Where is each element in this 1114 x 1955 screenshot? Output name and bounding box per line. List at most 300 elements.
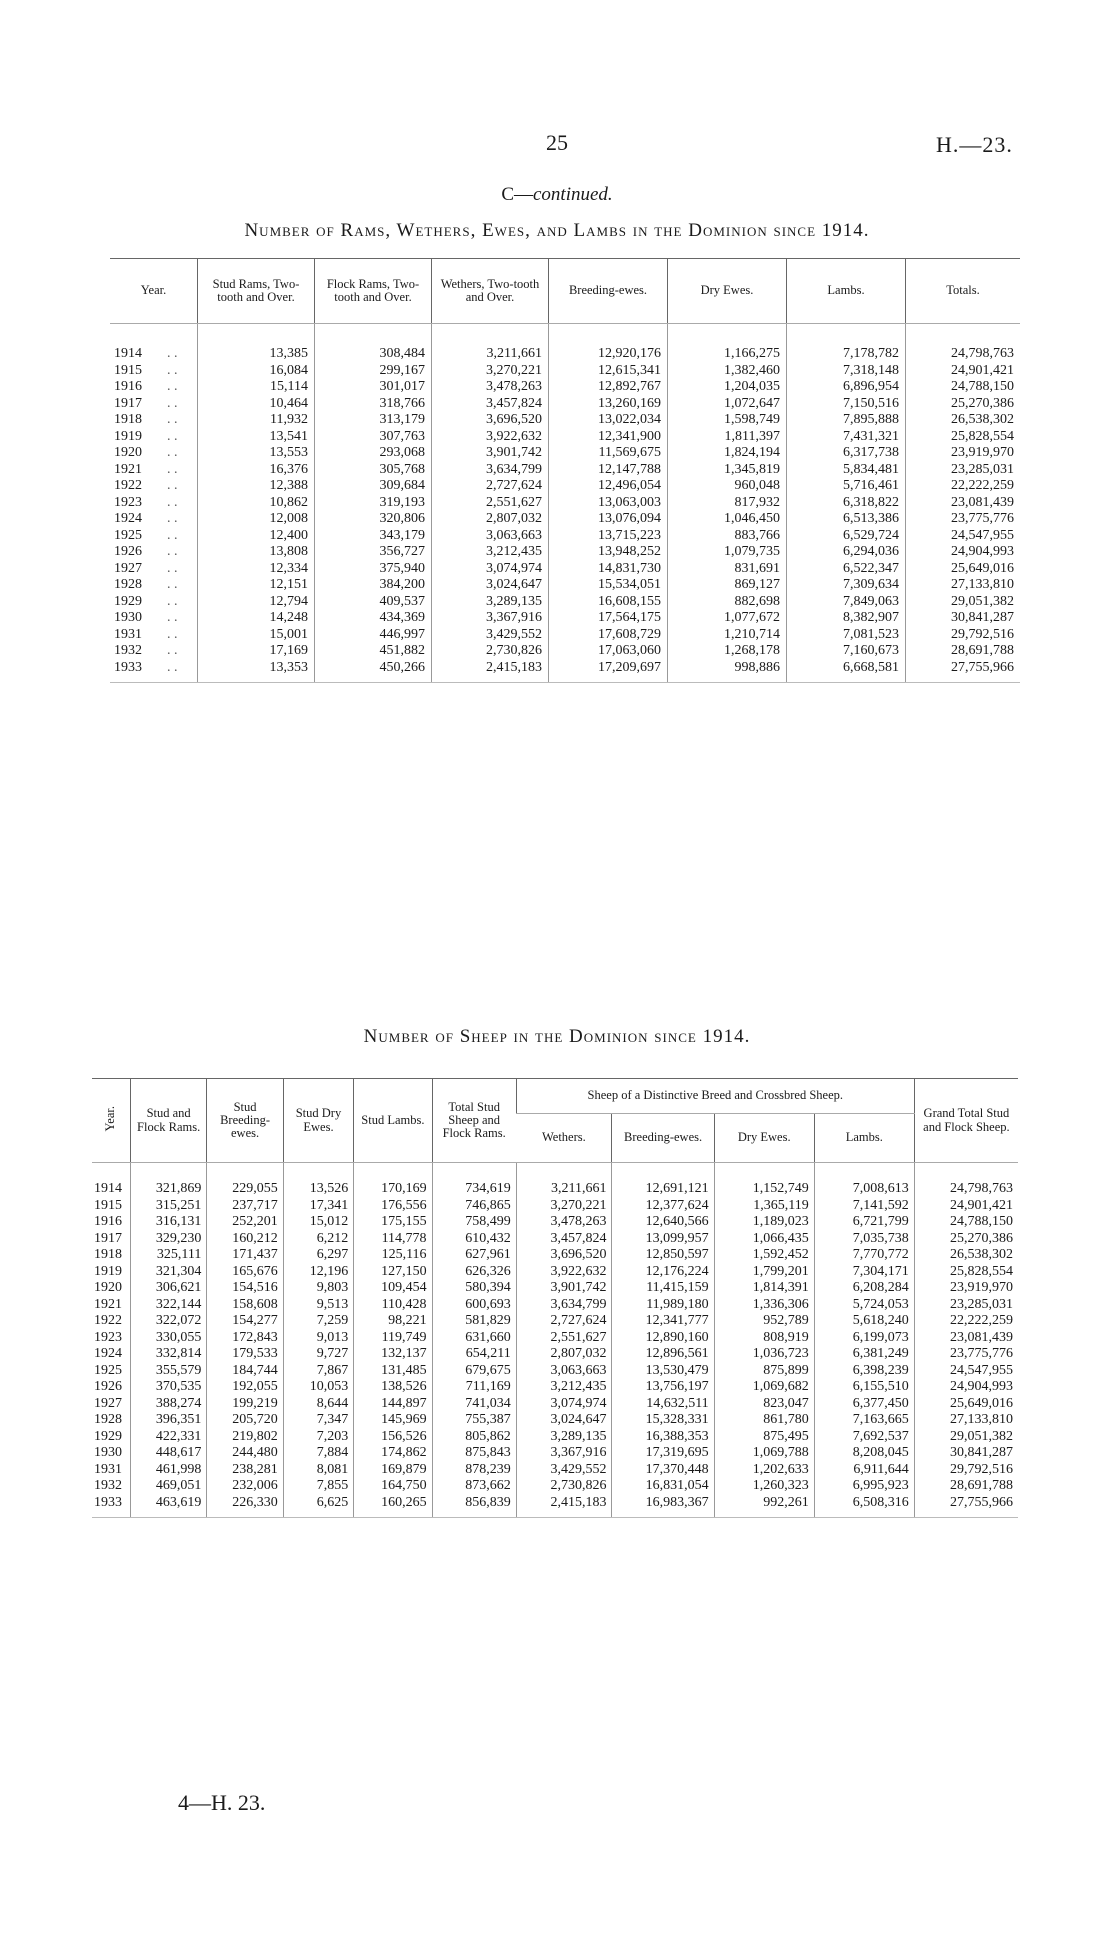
value-cell: 24,788,150 bbox=[914, 1214, 1018, 1231]
value-cell: 1,382,460 bbox=[668, 363, 787, 380]
value-cell: 5,716,461 bbox=[787, 478, 906, 495]
table-row bbox=[92, 1462, 1018, 1479]
value-cell: 12,147,788 bbox=[549, 462, 668, 479]
value-cell: 6,668,581 bbox=[787, 660, 906, 683]
table-row bbox=[92, 1379, 1018, 1396]
table-row bbox=[110, 561, 1020, 578]
value-cell: 12,615,341 bbox=[549, 363, 668, 380]
table-row bbox=[110, 511, 1020, 528]
value-cell: 1,204,035 bbox=[668, 379, 787, 396]
leader-dots: . . bbox=[167, 412, 178, 427]
value-cell: 11,415,159 bbox=[612, 1280, 714, 1297]
value-cell: 3,074,974 bbox=[516, 1396, 612, 1413]
value-cell: 869,127 bbox=[668, 577, 787, 594]
value-cell: 10,464 bbox=[198, 396, 315, 413]
value-cell: 15,012 bbox=[283, 1214, 353, 1231]
value-cell: 22,222,259 bbox=[914, 1313, 1018, 1330]
value-cell: 15,114 bbox=[198, 379, 315, 396]
value-cell: 252,201 bbox=[207, 1214, 283, 1231]
value-cell: 23,081,439 bbox=[906, 495, 1021, 512]
value-cell: 316,131 bbox=[130, 1214, 206, 1231]
value-cell: 25,270,386 bbox=[906, 396, 1021, 413]
value-cell: 1,814,391 bbox=[714, 1280, 814, 1297]
page-number: 25 bbox=[546, 130, 568, 155]
table2-col-total-stud: Total Stud Sheep and Flock Rams. bbox=[432, 1079, 516, 1163]
value-cell: 138,526 bbox=[354, 1379, 432, 1396]
value-cell: 6,508,316 bbox=[814, 1495, 914, 1518]
table-row bbox=[92, 1396, 1018, 1413]
value-cell: 1,365,119 bbox=[714, 1198, 814, 1215]
value-cell: 1,189,023 bbox=[714, 1214, 814, 1231]
table-row bbox=[92, 1264, 1018, 1281]
value-cell: 27,755,966 bbox=[914, 1495, 1018, 1518]
value-cell: 244,480 bbox=[207, 1445, 283, 1462]
value-cell: 11,569,675 bbox=[549, 445, 668, 462]
table-row bbox=[110, 495, 1020, 512]
value-cell: 7,884 bbox=[283, 1445, 353, 1462]
value-cell: 1,202,633 bbox=[714, 1462, 814, 1479]
value-cell: 23,081,439 bbox=[914, 1330, 1018, 1347]
value-cell: 734,619 bbox=[432, 1181, 516, 1198]
value-cell: 805,862 bbox=[432, 1429, 516, 1446]
value-cell: 119,749 bbox=[354, 1330, 432, 1347]
value-cell: 3,429,552 bbox=[516, 1462, 612, 1479]
value-cell: 808,919 bbox=[714, 1330, 814, 1347]
leader-dots: . . bbox=[167, 395, 178, 411]
value-cell: 23,919,970 bbox=[906, 445, 1021, 462]
value-cell: 7,347 bbox=[283, 1412, 353, 1429]
value-cell: 17,341 bbox=[283, 1198, 353, 1215]
value-cell: 3,063,663 bbox=[432, 528, 549, 545]
table1-col-stud-rams: Stud Rams, Two-tooth and Over. bbox=[198, 259, 315, 324]
value-cell: 29,792,516 bbox=[914, 1462, 1018, 1479]
value-cell: 3,074,974 bbox=[432, 561, 549, 578]
value-cell: 7,318,148 bbox=[787, 363, 906, 380]
year-cell: 1923 bbox=[94, 1329, 122, 1345]
value-cell: 13,530,479 bbox=[612, 1363, 714, 1380]
value-cell: 875,899 bbox=[714, 1363, 814, 1380]
value-cell: 992,261 bbox=[714, 1495, 814, 1518]
value-cell: 145,969 bbox=[354, 1412, 432, 1429]
value-cell: 17,608,729 bbox=[549, 627, 668, 644]
value-cell: 461,998 bbox=[130, 1462, 206, 1479]
value-cell: 315,251 bbox=[130, 1198, 206, 1215]
table2-col-wethers: Wethers. bbox=[516, 1114, 612, 1163]
value-cell: 384,200 bbox=[315, 577, 432, 594]
value-cell: 1,799,201 bbox=[714, 1264, 814, 1281]
year-cell: 1930 bbox=[114, 610, 142, 625]
value-cell: 746,865 bbox=[432, 1198, 516, 1215]
value-cell: 1,345,819 bbox=[668, 462, 787, 479]
value-cell: 7,867 bbox=[283, 1363, 353, 1380]
leader-dots: . . bbox=[167, 428, 178, 444]
table1-col-flock-rams: Flock Rams, Two-tooth and Over. bbox=[315, 259, 432, 324]
table-row bbox=[92, 1214, 1018, 1231]
value-cell: 12,341,777 bbox=[612, 1313, 714, 1330]
table1-col-breeding-ewes: Breeding-ewes. bbox=[549, 259, 668, 324]
year-cell: 1922 bbox=[94, 1313, 122, 1328]
value-cell: 7,203 bbox=[283, 1429, 353, 1446]
value-cell: 12,850,597 bbox=[612, 1247, 714, 1264]
year-cell: 1917 bbox=[114, 395, 142, 411]
value-cell: 12,896,561 bbox=[612, 1346, 714, 1363]
value-cell: 14,831,730 bbox=[549, 561, 668, 578]
table1-title: Number of Rams, Wethers, Ewes, and Lambs in the Dominion since 1914. bbox=[244, 220, 870, 241]
leader-dots: . . bbox=[167, 577, 178, 592]
table-row bbox=[110, 544, 1020, 561]
value-cell: 321,304 bbox=[130, 1264, 206, 1281]
value-cell: 7,304,171 bbox=[814, 1264, 914, 1281]
table1-col-year: Year. bbox=[110, 259, 198, 324]
value-cell: 13,541 bbox=[198, 429, 315, 446]
value-cell: 17,319,695 bbox=[612, 1445, 714, 1462]
value-cell: 28,691,788 bbox=[914, 1478, 1018, 1495]
value-cell: 3,289,135 bbox=[516, 1429, 612, 1446]
value-cell: 17,169 bbox=[198, 643, 315, 660]
table-row bbox=[110, 462, 1020, 479]
value-cell: 1,598,749 bbox=[668, 412, 787, 429]
value-cell: 15,328,331 bbox=[612, 1412, 714, 1429]
value-cell: 319,193 bbox=[315, 495, 432, 512]
value-cell: 5,724,053 bbox=[814, 1297, 914, 1314]
value-cell: 7,160,673 bbox=[787, 643, 906, 660]
value-cell: 7,163,665 bbox=[814, 1412, 914, 1429]
leader-dots: . . bbox=[167, 660, 198, 683]
value-cell: 16,084 bbox=[198, 363, 315, 380]
value-cell: 3,270,221 bbox=[432, 363, 549, 380]
value-cell: 3,922,632 bbox=[432, 429, 549, 446]
value-cell: 17,063,060 bbox=[549, 643, 668, 660]
value-cell: 6,294,036 bbox=[787, 544, 906, 561]
value-cell: 3,367,916 bbox=[516, 1445, 612, 1462]
value-cell: 450,266 bbox=[315, 660, 432, 683]
table-row bbox=[92, 1478, 1018, 1495]
year-cell: 1921 bbox=[94, 1296, 122, 1312]
value-cell: 679,675 bbox=[432, 1363, 516, 1380]
value-cell: 3,063,663 bbox=[516, 1363, 612, 1380]
value-cell: 7,431,321 bbox=[787, 429, 906, 446]
value-cell: 883,766 bbox=[668, 528, 787, 545]
value-cell: 7,259 bbox=[283, 1313, 353, 1330]
value-cell: 711,169 bbox=[432, 1379, 516, 1396]
value-cell: 13,553 bbox=[198, 445, 315, 462]
value-cell: 627,961 bbox=[432, 1247, 516, 1264]
value-cell: 16,983,367 bbox=[612, 1495, 714, 1518]
value-cell: 29,792,516 bbox=[906, 627, 1021, 644]
value-cell: 114,778 bbox=[354, 1231, 432, 1248]
value-cell: 16,608,155 bbox=[549, 594, 668, 611]
value-cell: 469,051 bbox=[130, 1478, 206, 1495]
value-cell: 192,055 bbox=[207, 1379, 283, 1396]
value-cell: 451,882 bbox=[315, 643, 432, 660]
value-cell: 7,008,613 bbox=[814, 1181, 914, 1198]
leader-dots: . . bbox=[167, 494, 178, 510]
value-cell: 238,281 bbox=[207, 1462, 283, 1479]
value-cell: 3,696,520 bbox=[516, 1247, 612, 1264]
value-cell: 13,022,034 bbox=[549, 412, 668, 429]
value-cell: 7,178,782 bbox=[787, 346, 906, 363]
table-row bbox=[92, 1297, 1018, 1314]
value-cell: 6,721,799 bbox=[814, 1214, 914, 1231]
table2-col-group: Sheep of a Distinctive Breed and Crossbred Sheep. bbox=[516, 1079, 914, 1114]
value-cell: 8,081 bbox=[283, 1462, 353, 1479]
value-cell: 12,691,121 bbox=[612, 1181, 714, 1198]
value-cell: 13,099,957 bbox=[612, 1231, 714, 1248]
value-cell: 409,537 bbox=[315, 594, 432, 611]
value-cell: 174,862 bbox=[354, 1445, 432, 1462]
value-cell: 15,534,051 bbox=[549, 577, 668, 594]
value-cell: 305,768 bbox=[315, 462, 432, 479]
leader-dots: . . bbox=[167, 478, 178, 493]
value-cell: 882,698 bbox=[668, 594, 787, 611]
table2-col-year bbox=[92, 1079, 130, 1163]
value-cell: 7,692,537 bbox=[814, 1429, 914, 1446]
value-cell: 16,388,353 bbox=[612, 1429, 714, 1446]
leader-dots: . . bbox=[167, 461, 178, 477]
value-cell: 875,843 bbox=[432, 1445, 516, 1462]
value-cell: 7,141,592 bbox=[814, 1198, 914, 1215]
value-cell: 7,081,523 bbox=[787, 627, 906, 644]
continued-heading bbox=[0, 184, 1114, 206]
value-cell: 856,839 bbox=[432, 1495, 516, 1518]
value-cell: 998,886 bbox=[668, 660, 787, 683]
year-cell: 1920 bbox=[94, 1280, 122, 1295]
value-cell: 6,911,644 bbox=[814, 1462, 914, 1479]
table-row bbox=[92, 1181, 1018, 1198]
value-cell: 9,727 bbox=[283, 1346, 353, 1363]
leader-dots: . . bbox=[167, 346, 178, 361]
table-row bbox=[110, 528, 1020, 545]
table1-spacer bbox=[110, 324, 1020, 347]
value-cell: 25,649,016 bbox=[914, 1396, 1018, 1413]
value-cell: 3,478,263 bbox=[516, 1214, 612, 1231]
value-cell: 26,538,302 bbox=[914, 1247, 1018, 1264]
leader-dots: . . bbox=[167, 643, 178, 658]
value-cell: 6,529,724 bbox=[787, 528, 906, 545]
table-row bbox=[110, 610, 1020, 627]
value-cell: 13,076,094 bbox=[549, 511, 668, 528]
year-cell: 1929 bbox=[114, 593, 142, 609]
value-cell: 3,901,742 bbox=[432, 445, 549, 462]
value-cell: 12,890,160 bbox=[612, 1330, 714, 1347]
value-cell: 172,843 bbox=[207, 1330, 283, 1347]
value-cell: 10,862 bbox=[198, 495, 315, 512]
value-cell: 3,212,435 bbox=[432, 544, 549, 561]
value-cell: 626,326 bbox=[432, 1264, 516, 1281]
value-cell: 355,579 bbox=[130, 1363, 206, 1380]
value-cell: 3,211,661 bbox=[516, 1181, 612, 1198]
table2-title: Number of Sheep in the Dominion since 1914. bbox=[363, 1026, 751, 1047]
rams-wethers-ewes-lambs-table bbox=[110, 258, 1020, 683]
table-row bbox=[92, 1313, 1018, 1330]
value-cell: 158,608 bbox=[207, 1297, 283, 1314]
value-cell: 6,398,239 bbox=[814, 1363, 914, 1380]
year-cell: 1919 bbox=[94, 1263, 122, 1279]
leader-dots: . . bbox=[167, 362, 178, 378]
value-cell: 12,341,900 bbox=[549, 429, 668, 446]
value-cell: 2,807,032 bbox=[516, 1346, 612, 1363]
table-row bbox=[110, 594, 1020, 611]
value-cell: 98,221 bbox=[354, 1313, 432, 1330]
value-cell: 1,336,306 bbox=[714, 1297, 814, 1314]
value-cell: 160,212 bbox=[207, 1231, 283, 1248]
value-cell: 199,219 bbox=[207, 1396, 283, 1413]
value-cell: 13,353 bbox=[198, 660, 315, 683]
table-row bbox=[110, 396, 1020, 413]
value-cell: 144,897 bbox=[354, 1396, 432, 1413]
value-cell: 229,055 bbox=[207, 1181, 283, 1198]
value-cell: 2,727,624 bbox=[432, 478, 549, 495]
value-cell: 329,230 bbox=[130, 1231, 206, 1248]
table-row bbox=[110, 478, 1020, 495]
footer-signature: 4—H. 23. bbox=[178, 1790, 266, 1815]
table-row bbox=[92, 1330, 1018, 1347]
value-cell: 1,046,450 bbox=[668, 511, 787, 528]
value-cell: 24,547,955 bbox=[906, 528, 1021, 545]
value-cell: 293,068 bbox=[315, 445, 432, 462]
value-cell: 6,381,249 bbox=[814, 1346, 914, 1363]
table2-header-row bbox=[92, 1079, 1018, 1114]
value-cell: 654,211 bbox=[432, 1346, 516, 1363]
value-cell: 12,176,224 bbox=[612, 1264, 714, 1281]
value-cell: 3,901,742 bbox=[516, 1280, 612, 1297]
value-cell: 14,248 bbox=[198, 610, 315, 627]
value-cell: 7,309,634 bbox=[787, 577, 906, 594]
table2-col-stud-breeding-ewes: Stud Breeding-ewes. bbox=[207, 1079, 283, 1163]
value-cell: 16,376 bbox=[198, 462, 315, 479]
value-cell: 3,457,824 bbox=[432, 396, 549, 413]
value-cell: 396,351 bbox=[130, 1412, 206, 1429]
value-cell: 3,922,632 bbox=[516, 1264, 612, 1281]
value-cell: 156,526 bbox=[354, 1429, 432, 1446]
value-cell: 12,008 bbox=[198, 511, 315, 528]
value-cell: 755,387 bbox=[432, 1412, 516, 1429]
value-cell: 27,755,966 bbox=[906, 660, 1021, 683]
leader-dots: . . bbox=[167, 626, 178, 642]
value-cell: 13,808 bbox=[198, 544, 315, 561]
table2-col-stud-dry-ewes: Stud Dry Ewes. bbox=[283, 1079, 353, 1163]
table-row bbox=[92, 1412, 1018, 1429]
table1-col-lambs: Lambs. bbox=[787, 259, 906, 324]
value-cell: 446,997 bbox=[315, 627, 432, 644]
value-cell: 23,775,776 bbox=[914, 1346, 1018, 1363]
value-cell: 7,895,888 bbox=[787, 412, 906, 429]
value-cell: 3,270,221 bbox=[516, 1198, 612, 1215]
year-cell: 1918 bbox=[114, 412, 142, 427]
value-cell: 581,829 bbox=[432, 1313, 516, 1330]
sheep-in-dominion-table bbox=[92, 1078, 1018, 1518]
value-cell: 2,730,826 bbox=[516, 1478, 612, 1495]
value-cell: 29,051,382 bbox=[906, 594, 1021, 611]
year-cell: 1922 bbox=[114, 478, 142, 493]
value-cell: 23,285,031 bbox=[914, 1297, 1018, 1314]
value-cell: 23,775,776 bbox=[906, 511, 1021, 528]
value-cell: 205,720 bbox=[207, 1412, 283, 1429]
value-cell: 27,133,810 bbox=[914, 1412, 1018, 1429]
table-row bbox=[110, 379, 1020, 396]
value-cell: 370,535 bbox=[130, 1379, 206, 1396]
value-cell: 24,901,421 bbox=[914, 1198, 1018, 1215]
value-cell: 24,547,955 bbox=[914, 1363, 1018, 1380]
year-cell: 1925 bbox=[114, 527, 142, 543]
value-cell: 5,834,481 bbox=[787, 462, 906, 479]
value-cell: 24,798,763 bbox=[914, 1181, 1018, 1198]
value-cell: 1,268,178 bbox=[668, 643, 787, 660]
value-cell: 3,634,799 bbox=[432, 462, 549, 479]
value-cell: 1,210,714 bbox=[668, 627, 787, 644]
table-row bbox=[110, 363, 1020, 380]
value-cell: 6,212 bbox=[283, 1231, 353, 1248]
value-cell: 179,533 bbox=[207, 1346, 283, 1363]
leader-dots: . . bbox=[167, 511, 178, 526]
value-cell: 132,137 bbox=[354, 1346, 432, 1363]
year-cell: 1919 bbox=[114, 428, 142, 444]
value-cell: 3,367,916 bbox=[432, 610, 549, 627]
value-cell: 12,794 bbox=[198, 594, 315, 611]
value-cell: 2,415,183 bbox=[432, 660, 549, 683]
value-cell: 6,317,738 bbox=[787, 445, 906, 462]
table-row bbox=[110, 445, 1020, 462]
value-cell: 1,592,452 bbox=[714, 1247, 814, 1264]
value-cell: 3,634,799 bbox=[516, 1297, 612, 1314]
value-cell: 631,660 bbox=[432, 1330, 516, 1347]
value-cell: 169,879 bbox=[354, 1462, 432, 1479]
value-cell: 237,717 bbox=[207, 1198, 283, 1215]
value-cell: 463,619 bbox=[130, 1495, 206, 1518]
table-row bbox=[110, 346, 1020, 363]
value-cell: 12,920,176 bbox=[549, 346, 668, 363]
value-cell: 580,394 bbox=[432, 1280, 516, 1297]
value-cell: 301,017 bbox=[315, 379, 432, 396]
value-cell: 17,564,175 bbox=[549, 610, 668, 627]
value-cell: 6,199,073 bbox=[814, 1330, 914, 1347]
table1-col-dry-ewes: Dry Ewes. bbox=[668, 259, 787, 324]
value-cell: 29,051,382 bbox=[914, 1429, 1018, 1446]
value-cell: 7,150,516 bbox=[787, 396, 906, 413]
table2-col-grand-total: Grand Total Stud and Flock Sheep. bbox=[914, 1079, 1018, 1163]
document-reference: H.—23. bbox=[936, 132, 1013, 157]
year-cell: 1926 bbox=[94, 1379, 122, 1394]
value-cell: 24,901,421 bbox=[906, 363, 1021, 380]
value-cell: 3,696,520 bbox=[432, 412, 549, 429]
value-cell: 176,556 bbox=[354, 1198, 432, 1215]
value-cell: 422,331 bbox=[130, 1429, 206, 1446]
year-cell: 1928 bbox=[94, 1412, 122, 1427]
value-cell: 15,001 bbox=[198, 627, 315, 644]
value-cell: 307,763 bbox=[315, 429, 432, 446]
year-cell: 1930 bbox=[94, 1445, 122, 1460]
value-cell: 831,691 bbox=[668, 561, 787, 578]
value-cell: 184,744 bbox=[207, 1363, 283, 1380]
value-cell: 160,265 bbox=[354, 1495, 432, 1518]
value-cell: 3,429,552 bbox=[432, 627, 549, 644]
value-cell: 330,055 bbox=[130, 1330, 206, 1347]
value-cell: 23,285,031 bbox=[906, 462, 1021, 479]
value-cell: 13,948,252 bbox=[549, 544, 668, 561]
value-cell: 313,179 bbox=[315, 412, 432, 429]
value-cell: 22,222,259 bbox=[906, 478, 1021, 495]
value-cell: 30,841,287 bbox=[906, 610, 1021, 627]
table1-body bbox=[110, 324, 1020, 683]
value-cell: 154,277 bbox=[207, 1313, 283, 1330]
value-cell: 164,750 bbox=[354, 1478, 432, 1495]
value-cell: 3,478,263 bbox=[432, 379, 549, 396]
leader-dots: . . bbox=[167, 610, 178, 625]
table2-col-stud-lambs: Stud Lambs. bbox=[354, 1079, 432, 1163]
value-cell: 232,006 bbox=[207, 1478, 283, 1495]
year-cell: 1917 bbox=[94, 1230, 122, 1246]
value-cell: 8,644 bbox=[283, 1396, 353, 1413]
